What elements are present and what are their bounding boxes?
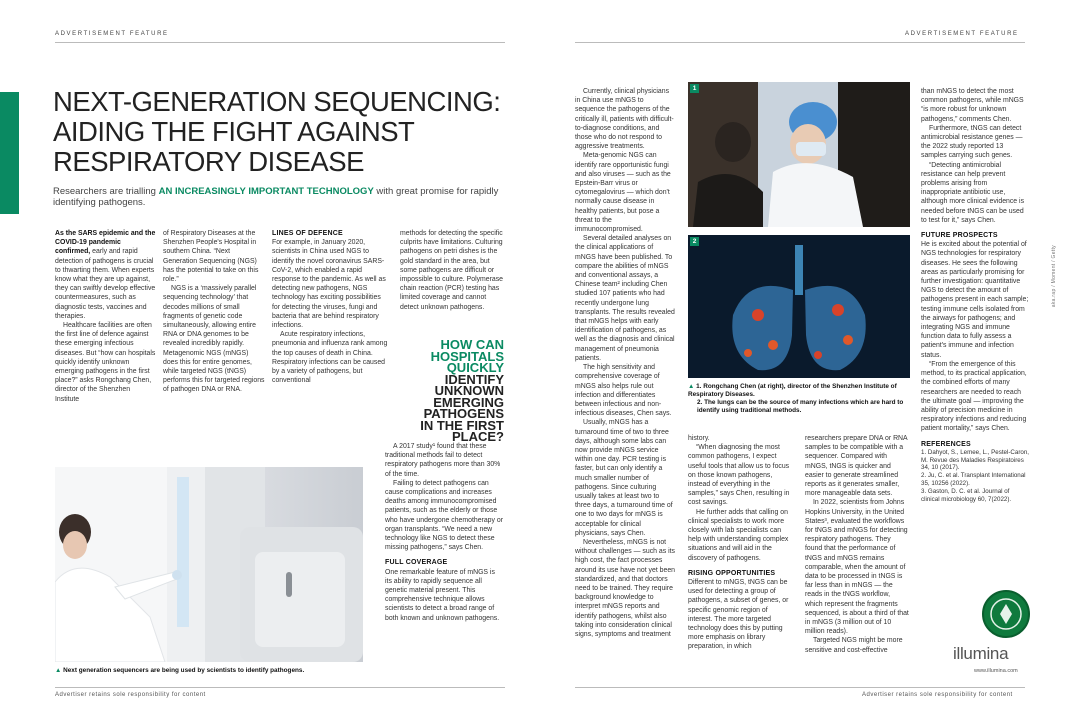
col3-paragraph-2: Acute respiratory infections, pneumonia and influenza rank among the top causes of death in China. Respiratory infections can be caused by a variety of pathogens, but conventional [272,331,388,385]
section-heading-future-prospects: FUTURE PROSPECTS [921,232,998,240]
col3b-paragraph-2: Failing to detect pathogens can cause complications and increases deaths among immunocompromised patients, such as the elderly or those who have undergone chemotherapy or organ transplants. “We need a new technology like NGS to detect these missing pathogens,” says Chen. [385,479,503,552]
col2-paragraph-1: of Respiratory Diseases at the Shenzhen People's Hospital in southern China. “Next Generation Sequencing (NGS) has the potential to take on this role.” [163,230,259,284]
section-heading-full-coverage: FULL COVERAGE [385,559,448,567]
col5-paragraph-4: The high sensitivity and comprehensive coverage of mNGS also helps rule out infection and differentiates between infectious and non-infectious diseases, Chen says. [575,364,672,418]
col6-paragraph-1: history. [688,435,710,442]
col8-paragraph-4: He is excited about the potential of NGS technologies for respiratory diseases. He sees the following areas as particularly promising for further investigation: quantitative NGS to detect the amount of pathogens present in each sample; testing immune cells isolated from the airways for pathogens; and integrating NGS and immune function data to fully assess a patient's immune and infection status. [921,241,1029,359]
pull-line-2: HOSPITALS [430,348,504,364]
column-1 [55,229,156,404]
column-3b [385,442,503,623]
footer-right: Advertiser retains sole responsibility for content [862,692,1013,698]
figure-caption [688,383,918,415]
photo-sequencer-lab [55,467,363,662]
deck-highlight: AN INCREASINGLY IMPORTANT TECHNOLOGY [158,186,374,197]
col6-paragraph-4: Different to mNGS, tNGS can be used for detecting a group of pathogens, a subset of genes, or specific genomic region of interest. The more targeted technology does this by putting more emphasis on library preparation, in which [688,579,789,651]
col3b-paragraph-1: A 2017 study¹ found that these traditional methods fail to detect respiratory pathogens more than 30% of the time. [385,443,501,478]
figure-badge-1: 1 [690,84,699,93]
col5-paragraph-1: Currently, clinical physicians in China use mNGS to sequence the pathogens of the critically ill, patients with difficult-to-diagnose conditions, and those who do not respond to aggressive treatments. [575,88,674,151]
footer-left: Advertiser retains sole responsibility for content [55,692,206,698]
lead-bold: As the SARS epidemic and the COVID-19 pandemic confirmed, [55,230,156,256]
col8-paragraph-5: “From the emergence of this method, to its practical application, the combined efforts of many researchers are needed to reach the ultimate goal — improving the ability of precision medicine in respiratory infections and reducing patient mortality,” says Chen. [921,360,1027,433]
deck-post: with great promise for rapidly identifying pathogens. [53,186,499,208]
col5-paragraph-3: Several detailed analyses on the clinical applications of mNGS have been published. To compare the abilities of mNGS and conventional assays, a Chinese team² including Chen studied 107 patients who had recently undergone lung transplants. The results revealed that mNGS helps with early identification of pathogens, as well as the diagnosis and clinical management of pneumonia patients. [575,235,675,362]
col6-paragraph-2: “When diagnosing the most common pathogens, I expect useful tools that allow us to focus on those known pathogens, instead of everything in the samples,” says Chen, resulting in cost savings. [688,444,790,507]
column-8 [921,87,1029,503]
pull-line-4: IDENTIFY [444,371,504,387]
col4-paragraph-1: methods for detecting the specific culprits have limitations. Culturing pathogens on petri dishes is the gold standard in the area, but some pathogens are difficult or impossible to culture. Polymerase chain reaction (PCR) testing has limited coverage and cannot detect unknown pathogens. [400,230,504,311]
illumina-logo-icon: illumina [953,644,1009,663]
photo-lungs-infection [688,235,910,378]
photo-doctor-rongchang-chen [688,82,910,227]
column-7 [805,434,909,655]
col6-paragraph-3: He further adds that calling on clinical specialists to work more closely with lab specialists can help with understanding complex situations and will aid in the discovery of pathogens. [688,508,789,562]
photo1-caption [55,667,375,675]
reference-1: 1. Dahyot, S., Lemee, L., Pestel-Caron, M. Revue des Maladies Respiratoires 34, 10 (2017). [921,448,1029,472]
column-4 [400,229,505,312]
pull-line-9: PLACE? [452,429,504,444]
standfirst [53,186,523,208]
col1-paragraph-2: Healthcare facilities are often the first line of defence against these emerging infectious diseases. But “how can hospitals quickly identify unknown emerging pathogens in the first place?” asks Rongchang Chen, director of the Shenzhen Institute [55,322,156,403]
running-header-right: ADVERTISEMENT FEATURE [905,31,1019,37]
reference-2: 2. Ju, C. et al. Transplant International 35, 10256 (2022). [921,472,1026,487]
accent-bar [0,92,19,214]
pull-quote [406,339,504,443]
col7-paragraph-2: In 2022, scientists from Johns Hopkins University, in the United States³, evaluated the workflows for tNGS and mNGS for detecting respiratory pathogens. They found that the performance of tNGS and mNGS remains comparable, when the amount of data to be processed in tNGS is far less than in mNGS — the reads in the tNGS workflow, which represent the fragments sequenced, is about a third of that in mNGS (3 million out of 10 million reads). [805,499,909,636]
pull-line-3: QUICKLY [446,360,504,375]
title-line-2: AIDING THE FIGHT AGAINST [53,116,415,147]
col3-paragraph-1: For example, in January 2020, scientists in China used NGS to identify the novel coronavirus SARS-CoV-2, which enabled a rapid response to the pandemic. As well as detecting new pathogens, NGS technology has exciting possibilities for detecting the viruses, fungi and bacteria that are behind respiratory infections. [272,239,386,330]
title-line-1: NEXT-GENERATION SEQUENCING: [53,86,501,117]
brand-url: www.illumina.com [974,668,1018,674]
footer-rule-left [55,687,505,688]
section-heading-rising-opportunities: RISING OPPORTUNITIES [688,569,776,577]
lead-rest: early and rapid detection of pathogens is crucial to thwarting them. When experts know what they are up against, they can swiftly develop effective countermeasures, such as diagnostic tests, vaccines and therapies. [55,248,156,320]
figure-caption-item-1: 1. Rongchang Chen (at right), director of the Shenzhen Institute of Respiratory Diseases. [688,383,897,398]
references-heading: REFERENCES [921,440,971,448]
photo-credit: aka.rap / Moment / Getty [1051,245,1057,308]
column-3 [272,229,390,385]
doctor-illustration [688,82,910,227]
running-header-left: ADVERTISEMENT FEATURE [55,31,169,37]
reference-3: 3. Gaston, D. C. et al. Journal of clinical microbiology 60, 7(2022). [921,487,1012,503]
header-rule-right [575,42,1025,43]
col2-paragraph-2: NGS is a ‘massively parallel sequencing technology’ that decodes millions of small fragments of genetic code simultaneously, allowing entire RNA or DNA genomes to be revealed incredibly rapidly. Metagenomic NGS (mNGS) does this for entire genomes, while targeted NGS (tNGS) performs this for targeted regions of pathogen DNA or RNA. [163,285,265,394]
footer-rule-right [575,687,1025,688]
col7-paragraph-1: researchers prepare DNA or RNA samples to be compatible with a sequencer. Compared with mNGS, tNGS is quicker and easier to generate streamlined reports as it generates smaller, more manageable data sets. [805,435,908,498]
section-heading-lines-of-defence: LINES OF DEFENCE [272,230,343,237]
sequencer-illustration [55,467,363,662]
figure-badge-2: 2 [690,237,699,246]
title-line-3: RESPIRATORY DISEASE [53,146,364,177]
col8-paragraph-2: Furthermore, tNGS can detect antimicrobial resistance genes — the 2022 study reported 13 samples carrying such genes. [921,124,1023,160]
caption-triangle-icon: ▲ [55,667,62,674]
figure-caption-item-2: 2. The lungs can be the source of many infections which are hard to identify using traditional methods. [697,399,904,414]
col5-paragraph-6: Nevertheless, mNGS is not without challenges — such as its high cost, the fact processes around its use have not yet been standardized, and that doctors need to be trained. They require background knowledge to interpret mNGS reports and identify pathogens, whilst also taking into consideration clinical signs, symptoms and treatment [575,538,675,638]
seal-logo-icon [982,590,1030,638]
col5-paragraph-5: Usually, mNGS has a turnaround time of two to three days, although some labs can now provide mNGS service within one day. PCR testing is faster, but can only identify a much smaller number of pathogens. Since culturing usually takes at least two to three days, a turnaround time of one to two days for mNGS is acceptable for clinical physicians, says Chen. [575,419,673,537]
pull-line-6: EMERGING [433,394,504,410]
col5-paragraph-2: Meta-genomic NGS can identify rare opportunistic fungi and also viruses — such as the Epstein-Barr virus or cytomegalovirus — which don't normally cause disease in healthy patients, but pose a threat to the immunocompromised. [575,152,671,234]
pull-line-7: PATHOGENS [423,406,504,421]
col3b-paragraph-3: One remarkable feature of mNGS is its ability to rapidly sequence all genetic material present. This comprehensive technique allows scientists to detect a broad range of both known and unknown pathogens. [385,568,500,622]
deck-pre: Researchers are trialling [53,186,159,197]
photo1-caption-text: Next generation sequencers are being used by scientists to identify pathogens. [63,667,305,674]
col7-paragraph-3: Targeted NGS might be more sensitive and cost-effective [805,637,903,654]
column-2 [163,229,265,395]
pull-line-5: UNKNOWN [434,383,504,398]
col8-paragraph-3: “Detecting antimicrobial resistance can help prevent problems arising from inappropriate antibiotic use, although more clinical evidence is needed before tNGS can be used to test for it,” says Chen. [921,161,1025,224]
pull-line-8: IN THE FIRST [420,417,504,433]
column-6 [688,434,792,652]
pull-line-1: HOW CAN [440,337,504,352]
caption-triangle-icon-2: ▲ [688,383,695,390]
page-title [53,87,523,177]
lungs-illustration [688,235,910,378]
header-rule-left [55,42,505,43]
column-5 [575,87,675,639]
col8-paragraph-1: than mNGS to detect the most common pathogens, while mNGS “is more robust for unknown pathogens,” comments Chen. [921,88,1024,123]
